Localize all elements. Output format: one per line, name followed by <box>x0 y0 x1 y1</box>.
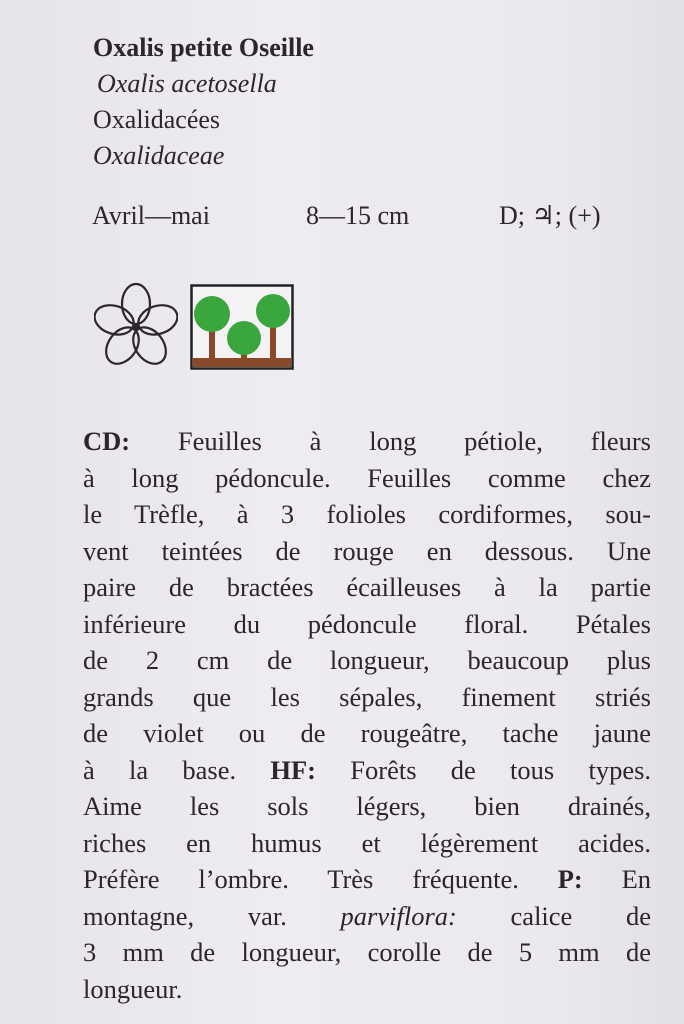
forest-icon <box>190 284 294 370</box>
description-line: paire de bractées écailleuses à la partie <box>83 572 651 602</box>
description-line: vent teintées de rouge en dessous. Une <box>83 535 651 566</box>
species-description <box>83 423 651 1007</box>
description-line: CD: Feuilles à long pétiole, fleurs <box>83 426 651 456</box>
cd-label: CD: <box>83 426 131 456</box>
plant-height: 8—15 cm <box>306 201 410 230</box>
hf-label: HF: <box>270 754 316 785</box>
species-meta <box>92 201 652 241</box>
description-line: de 2 cm de longueur, beaucoup plus <box>83 645 651 675</box>
description-line: grands que les sépales, finement striés <box>83 681 651 712</box>
species-header <box>93 30 653 174</box>
description-line: riches en humus et légèrement acides. <box>83 827 651 858</box>
family-latin: Oxalidaceae <box>93 141 225 170</box>
flower-outline-icon <box>94 282 178 368</box>
p-label: P: <box>557 864 583 894</box>
description-line: à la base. HF: Forêts de tous types. <box>83 754 652 785</box>
description-line: longueur. <box>83 973 183 1004</box>
description-line: 3 mm de longueur, corolle de 5 mm de <box>83 937 651 967</box>
description-line: le Trèfle, à 3 folioles cordiformes, sou- <box>83 499 651 529</box>
common-name: Oxalis petite Oseille <box>93 33 314 62</box>
description-line: de violet ou de rougeâtre, tache jaune <box>83 718 651 748</box>
life-form-symbols: D; ♃; (+) <box>499 201 601 230</box>
description-line: à long pédoncule. Feuilles comme chez <box>83 462 651 493</box>
description-line: inférieure du pédoncule floral. Pétales <box>83 608 651 639</box>
description-line: Aime les sols légers, bien drainés, <box>83 791 651 821</box>
scientific-name: Oxalis acetosella <box>97 69 277 98</box>
flowering-period: Avril—mai <box>92 201 210 230</box>
variety-name: parviflora: <box>340 900 457 931</box>
family-french: Oxalidacées <box>93 105 221 134</box>
description-line: Préfère l’ombre. Très fréquente. P: En <box>83 864 652 894</box>
description-line: montagne, var. parviflora: calice de <box>83 900 652 931</box>
